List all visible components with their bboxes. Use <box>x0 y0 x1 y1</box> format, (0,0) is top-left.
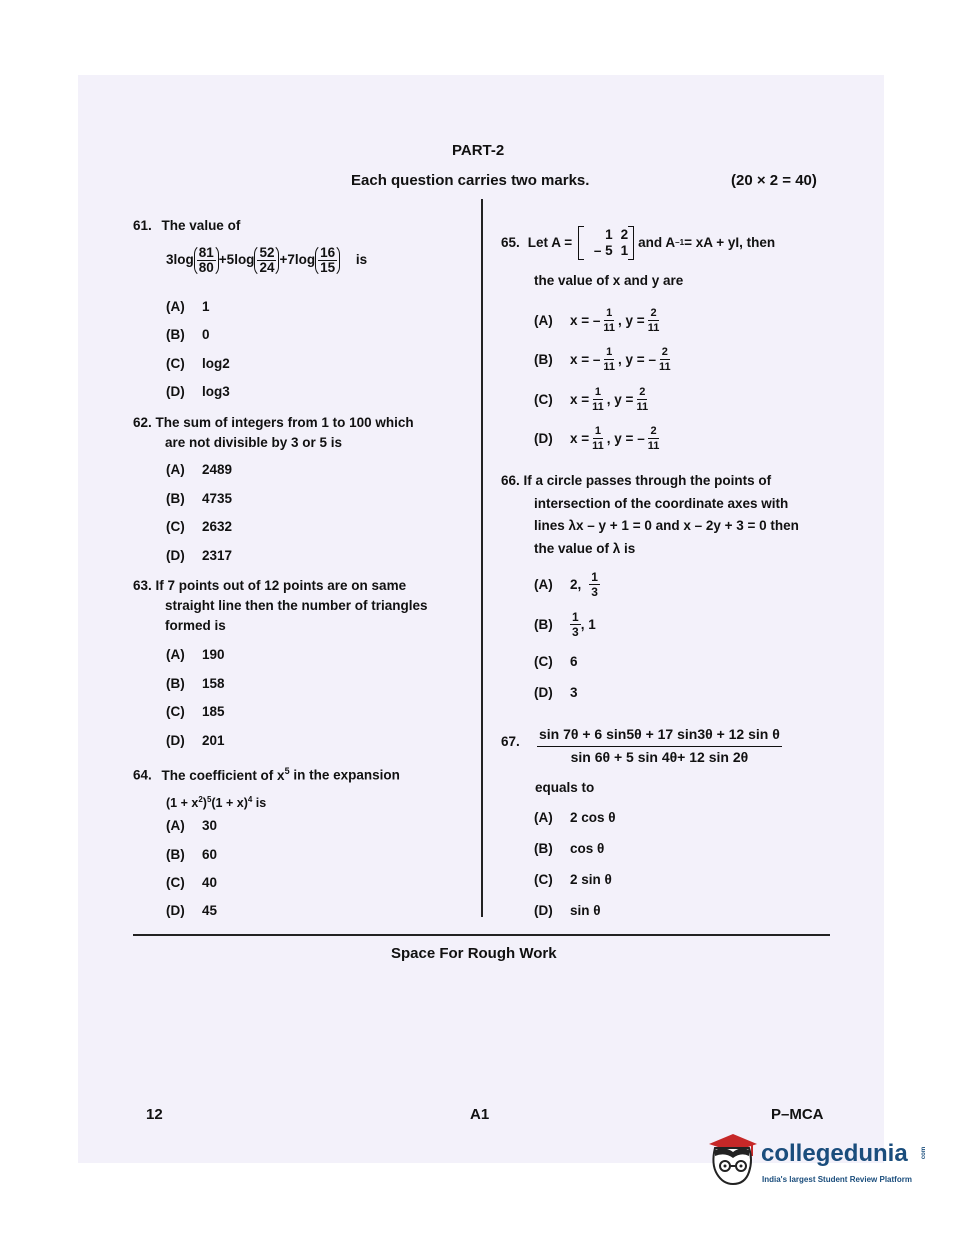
option-value: x = <box>570 431 590 446</box>
fraction-denominator: 11 <box>647 322 660 334</box>
fraction-denominator: 3 <box>572 625 579 639</box>
option-b[interactable] <box>166 676 225 691</box>
option-a[interactable] <box>166 299 210 314</box>
option-c[interactable] <box>534 385 648 414</box>
fraction-numerator: 81 <box>198 245 214 260</box>
expr-term: +5log <box>218 252 255 268</box>
superscript: 5 <box>206 795 212 804</box>
option-b[interactable] <box>166 491 232 506</box>
option-value: x = – <box>570 313 601 328</box>
fraction-denominator: 11 <box>658 361 671 373</box>
fraction-numerator: 1 <box>606 307 613 319</box>
logo-tagline: India's largest Student Review Platform <box>762 1175 912 1184</box>
fraction-denominator: 11 <box>647 440 660 452</box>
option-label: (B) <box>166 327 185 342</box>
option-label: (B) <box>166 847 185 862</box>
part-heading: PART-2 <box>452 142 505 159</box>
fraction-denominator: 15 <box>320 260 336 275</box>
option-value: 45 <box>202 903 218 918</box>
matrix-cell: – 5 <box>593 243 613 258</box>
page-number: 12 <box>146 1106 163 1123</box>
option-value: x = <box>570 392 590 407</box>
option-value: 0 <box>202 327 210 342</box>
expr-part: (1 + x <box>166 796 199 811</box>
option-c[interactable] <box>534 872 612 887</box>
option-label: (A) <box>166 818 185 833</box>
option-value: 30 <box>202 818 218 833</box>
option-label: (B) <box>166 491 185 506</box>
option-value: , y = – <box>606 431 645 446</box>
matrix-cell: 1 <box>620 243 629 258</box>
question-text: lines λx – y + 1 = 0 and x – 2y + 3 = 0 then <box>534 518 799 533</box>
option-label: (C) <box>166 356 185 371</box>
matrix-a <box>578 226 634 260</box>
option-label: (A) <box>166 462 185 477</box>
column-divider <box>481 199 483 917</box>
question-63 <box>133 576 428 636</box>
option-value: 2489 <box>202 462 233 477</box>
option-label: (D) <box>534 903 553 918</box>
fraction-numerator: 1 <box>594 425 602 437</box>
option-a[interactable] <box>166 818 217 833</box>
q67-expression <box>537 724 782 767</box>
option-value: , y = <box>618 313 645 328</box>
matrix-cell: 2 <box>620 227 629 242</box>
option-a[interactable] <box>534 570 600 599</box>
option-c[interactable] <box>166 519 232 534</box>
option-label: (B) <box>534 841 553 856</box>
question-text: intersection of the coordinate axes with <box>534 495 789 511</box>
question-number: 65. <box>501 235 520 250</box>
question-text: The coefficient of x <box>161 767 285 783</box>
option-label: (D) <box>534 431 553 446</box>
question-text: the value of λ is <box>534 540 636 556</box>
option-label: (B) <box>166 676 185 691</box>
question-text: and A <box>638 235 676 250</box>
option-value: log2 <box>202 356 230 371</box>
fraction-denominator: 11 <box>592 401 604 413</box>
q64-expression <box>166 790 266 813</box>
option-value: 1 <box>202 299 210 314</box>
option-label: (B) <box>534 352 553 367</box>
option-c[interactable] <box>166 356 230 371</box>
question-number: 66. <box>501 473 520 488</box>
fraction-denominator: sin 6θ + 5 sin 4θ+ 12 sin 2θ <box>570 749 749 765</box>
superscript: 5 <box>284 766 290 776</box>
option-a[interactable] <box>166 647 225 662</box>
question-text: in the expansion <box>289 767 400 783</box>
option-label: (A) <box>534 577 553 592</box>
fraction-denominator: 80 <box>198 260 214 275</box>
question-66 <box>501 470 799 560</box>
question-text: If 7 points out of 12 points are on same <box>155 578 407 593</box>
question-61 <box>133 216 240 236</box>
logo-wordmark: collegedunia <box>761 1140 908 1167</box>
question-65 <box>501 226 775 260</box>
option-label: (C) <box>166 704 185 719</box>
question-text: are not divisible by 3 or 5 is <box>165 435 343 450</box>
booklet-code: A1 <box>470 1106 490 1123</box>
option-d[interactable] <box>166 384 230 399</box>
marks-instruction: Each question carries two marks. <box>351 172 590 189</box>
option-d[interactable] <box>166 733 225 748</box>
q61-expression <box>166 244 367 277</box>
fraction-denominator: 3 <box>591 585 598 599</box>
option-label: (C) <box>166 519 185 534</box>
expr-part: is <box>252 796 267 811</box>
matrix-cell: 1 <box>605 227 613 242</box>
option-d[interactable] <box>534 685 578 700</box>
option-label: (B) <box>534 617 553 632</box>
fraction-numerator: 1 <box>572 610 579 624</box>
option-value: 3 <box>570 685 578 700</box>
question-number: 63. <box>133 578 152 593</box>
fraction-numerator: 1 <box>606 346 613 358</box>
question-number: 64. <box>133 767 152 783</box>
option-d[interactable] <box>166 903 217 918</box>
fraction-denominator: 11 <box>592 440 604 452</box>
question-text: Let A = <box>527 235 573 250</box>
option-label: (A) <box>166 647 185 662</box>
option-a[interactable] <box>166 462 232 477</box>
fraction-numerator: 52 <box>259 245 275 260</box>
option-value: 2 sin θ <box>570 872 612 887</box>
option-value: 2 cos θ <box>570 810 616 825</box>
expr-term: +7log <box>279 252 316 268</box>
superscript: 4 <box>247 795 253 804</box>
option-label: (C) <box>166 875 185 890</box>
option-label: (D) <box>534 685 553 700</box>
option-label: (D) <box>166 548 185 563</box>
fraction-numerator: 1 <box>594 386 602 398</box>
question-62 <box>133 413 414 453</box>
option-label: (D) <box>166 384 185 399</box>
expr-part: (1 + x) <box>211 796 248 811</box>
question-text: The value of <box>161 218 241 233</box>
option-value: log3 <box>202 384 230 399</box>
option-label: (C) <box>534 654 553 669</box>
fraction-numerator: 16 <box>320 245 336 260</box>
option-b[interactable] <box>534 610 596 639</box>
fraction-numerator: 2 <box>661 346 668 358</box>
fraction-denominator: 11 <box>636 401 649 413</box>
question-number: 61. <box>133 218 152 233</box>
question-67-number: 67. <box>501 734 520 749</box>
question-text: The sum of integers from 1 to 100 which <box>155 415 414 430</box>
fraction-numerator: 2 <box>650 307 657 319</box>
option-b[interactable] <box>166 327 210 342</box>
question-text: formed is <box>165 618 226 633</box>
marks-total: (20 × 2 = 40) <box>731 172 817 189</box>
option-a[interactable] <box>534 306 659 335</box>
expr-part: ) <box>202 796 207 811</box>
collegedunia-logo <box>705 1130 935 1195</box>
fraction-numerator: 1 <box>591 570 598 584</box>
option-value: 60 <box>202 847 218 862</box>
option-value: , y = – <box>618 352 656 367</box>
expr-term: 3log <box>166 252 194 268</box>
option-d[interactable] <box>534 903 601 918</box>
question-text: the value of x and y are <box>534 273 684 288</box>
option-label: (C) <box>534 392 553 407</box>
option-value: 2317 <box>202 548 233 563</box>
option-value: 190 <box>202 647 225 662</box>
paper-code: P–MCA <box>771 1106 824 1123</box>
option-value: x = – <box>570 352 601 367</box>
option-label: (A) <box>534 810 553 825</box>
question-number: 62. <box>133 415 152 430</box>
option-b[interactable] <box>166 847 217 862</box>
superscript: –1 <box>675 238 685 247</box>
logo-suffix: com <box>921 1146 928 1160</box>
option-d[interactable] <box>166 548 232 563</box>
option-label: (D) <box>166 903 185 918</box>
expr-tail: is <box>355 252 368 268</box>
fraction-denominator: 11 <box>603 322 616 334</box>
option-a[interactable] <box>534 810 616 825</box>
fraction-numerator: sin 7θ + 6 sin5θ + 17 sin3θ + 12 sin θ <box>537 724 782 747</box>
option-c[interactable] <box>166 704 225 719</box>
question-text: = xA + yI, then <box>684 235 776 250</box>
option-value: 185 <box>202 704 225 719</box>
fraction-numerator: 2 <box>639 386 646 398</box>
option-value: , y = <box>606 392 634 407</box>
option-value: sin θ <box>570 903 601 918</box>
question-text: equals to <box>535 780 595 795</box>
question-text: straight line then the number of triangles <box>165 598 428 613</box>
question-text: If a circle passes through the points of <box>523 473 772 488</box>
rough-work-heading: Space For Rough Work <box>391 945 557 962</box>
fraction-denominator: 11 <box>603 361 616 373</box>
option-value: 201 <box>202 733 225 748</box>
question-64 <box>133 761 400 786</box>
option-value: 6 <box>570 654 578 669</box>
option-value: 158 <box>202 676 225 691</box>
graduate-face-icon <box>705 1130 759 1190</box>
option-label: (C) <box>534 872 553 887</box>
section-rule <box>133 934 830 936</box>
option-value: 2632 <box>202 519 233 534</box>
fraction-numerator: 2 <box>650 425 657 437</box>
option-c[interactable] <box>166 875 217 890</box>
option-label: (A) <box>534 313 553 328</box>
option-value: cos θ <box>570 841 605 856</box>
option-value: 40 <box>202 875 218 890</box>
fraction-denominator: 24 <box>259 260 275 275</box>
option-d[interactable] <box>534 424 659 453</box>
option-value: , 1 <box>580 617 596 632</box>
option-b[interactable] <box>534 841 604 856</box>
option-b[interactable] <box>534 345 671 374</box>
option-c[interactable] <box>534 654 578 669</box>
superscript: 2 <box>198 795 203 804</box>
option-label: (A) <box>166 299 185 314</box>
option-value: 4735 <box>202 491 233 506</box>
option-label: (D) <box>166 733 185 748</box>
option-value: 2, <box>570 577 582 592</box>
